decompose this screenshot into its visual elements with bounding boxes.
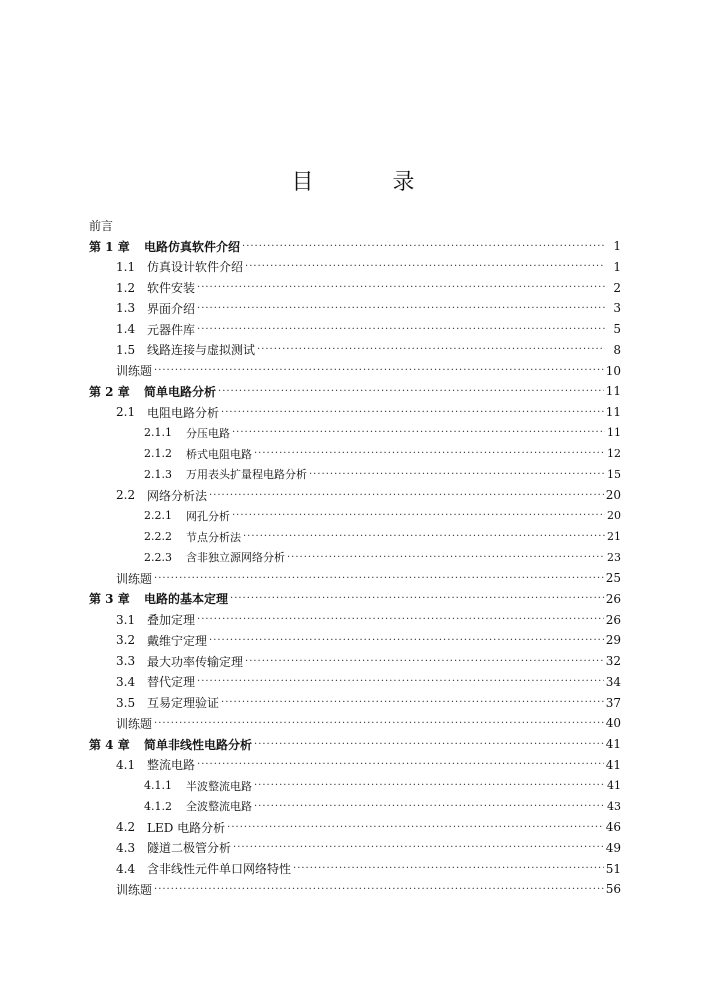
- toc-entry[interactable]: [89, 423, 621, 444]
- toc-entry[interactable]: [89, 485, 621, 506]
- toc-leader-dots: [197, 282, 605, 293]
- toc-entry[interactable]: [89, 360, 621, 381]
- toc-entry-number: 第 3 章: [89, 592, 130, 607]
- toc-entry-number: 3.2: [116, 633, 136, 648]
- toc-page-number: 1: [613, 239, 621, 254]
- toc-page-number: 25: [605, 571, 621, 586]
- toc-entry-title: 戴维宁定理: [147, 633, 208, 648]
- toc-page-number: 43: [607, 799, 621, 813]
- toc-page-number: 29: [605, 633, 621, 648]
- toc-entry[interactable]: [89, 215, 621, 236]
- toc-leader-dots: [221, 697, 604, 708]
- toc-entry-number: 2.1.2: [144, 447, 172, 461]
- toc-page-number: 46: [605, 820, 621, 835]
- toc-leader-dots: [154, 573, 604, 584]
- toc-entry-number: 1.1: [116, 259, 136, 274]
- toc-entry-title: 整流电路: [147, 758, 196, 773]
- toc-entry[interactable]: [89, 568, 621, 589]
- toc-page-number: 49: [605, 840, 621, 855]
- toc-page-number: 40: [605, 716, 621, 731]
- toc-entry[interactable]: [89, 443, 621, 464]
- toc-entry[interactable]: [89, 609, 621, 630]
- toc-page-number: 37: [605, 695, 621, 710]
- toc-entry[interactable]: [89, 506, 621, 527]
- toc-entry-number: 4.1.2: [144, 799, 172, 813]
- toc-page-number: 26: [605, 612, 621, 627]
- toc-entry-title: 网络分析法: [147, 488, 208, 503]
- toc-entry-number: 2.2.1: [144, 509, 172, 523]
- toc-entry-title: 简单电路分析: [144, 384, 217, 399]
- toc-entry[interactable]: [89, 547, 621, 568]
- toc-page-number: 1: [613, 259, 621, 274]
- toc-entry[interactable]: [89, 630, 621, 651]
- toc-entry-title: 仿真设计软件介绍: [147, 260, 244, 275]
- toc-entry-title: 全波整流电路: [186, 800, 252, 814]
- toc-entry-title: 隧道二极管分析: [147, 841, 232, 856]
- toc-page-number: 51: [605, 861, 621, 876]
- toc-entry-title: 叠加定理: [147, 613, 196, 628]
- toc-entry[interactable]: [89, 402, 621, 423]
- toc-entry-number: 4.1: [116, 757, 136, 772]
- toc-page-number: 41: [605, 737, 621, 752]
- toc-leader-dots: [243, 531, 605, 542]
- toc-chapter-entry[interactable]: [89, 589, 621, 610]
- toc-page-number: 2: [613, 280, 621, 295]
- toc-leader-dots: [230, 593, 604, 604]
- toc-entry[interactable]: [89, 796, 621, 817]
- toc-entry[interactable]: [89, 298, 621, 319]
- toc-entry[interactable]: [89, 838, 621, 859]
- toc-entry-number: 3.5: [116, 695, 136, 710]
- toc-entry-number: 4.4: [116, 861, 136, 876]
- toc-entry-number: 2.2.3: [144, 550, 172, 564]
- toc-page-number: 15: [607, 467, 621, 481]
- toc-entry[interactable]: [89, 464, 621, 485]
- toc-entry-number: 4.2: [116, 820, 136, 835]
- toc-entry-title: 软件安装: [147, 281, 196, 296]
- toc-page-number: 21: [607, 530, 621, 544]
- toc-entry[interactable]: [89, 775, 621, 796]
- toc-entry[interactable]: [89, 277, 621, 298]
- toc-entry-number: 3.1: [116, 612, 136, 627]
- toc-chapter-entry[interactable]: [89, 381, 621, 402]
- toc-entry[interactable]: [89, 713, 621, 734]
- toc-leader-dots: [154, 884, 604, 895]
- toc-entry-number: 1.2: [116, 280, 136, 295]
- toc-entry-title: 桥式电阻电路: [186, 447, 252, 461]
- toc-entry-title: 电路的基本定理: [144, 592, 229, 607]
- toc-page-number: 11: [605, 384, 621, 399]
- toc-page-number: 32: [605, 654, 621, 669]
- toc-entry-title: 网孔分析: [186, 509, 230, 523]
- toc-entry-title: 简单非线性电路分析: [144, 737, 253, 752]
- toc-page-number: 41: [605, 757, 621, 772]
- toc-entry-title: 训练题: [116, 882, 153, 897]
- toc-entry[interactable]: [89, 526, 621, 547]
- toc-entry-number: 3.3: [116, 654, 136, 669]
- toc-entry[interactable]: [89, 340, 621, 361]
- toc-leader-dots: [197, 759, 604, 770]
- toc-leader-dots: [221, 407, 604, 418]
- toc-entry-number: 1.4: [116, 322, 136, 337]
- toc-entry-title: 半波整流电路: [186, 779, 252, 793]
- toc-entry-title: 元器件库: [147, 322, 196, 337]
- toc-entry-title: 含非线性元件单口网络特性: [147, 862, 292, 877]
- toc-entry[interactable]: [89, 755, 621, 776]
- toc-entry-title: 节点分析法: [186, 530, 241, 544]
- toc-entry[interactable]: [89, 319, 621, 340]
- toc-leader-dots: [309, 469, 605, 480]
- toc-entry[interactable]: [89, 651, 621, 672]
- table-of-contents: [89, 215, 621, 900]
- toc-entry-title: 前言: [89, 218, 114, 233]
- toc-leader-dots: [232, 510, 605, 521]
- toc-leader-dots: [257, 344, 605, 355]
- toc-entry-number: 2.1.3: [144, 467, 172, 481]
- toc-entry-title: 电阻电路分析: [147, 405, 220, 420]
- toc-leader-dots: [254, 448, 605, 459]
- toc-leader-dots: [254, 780, 605, 791]
- toc-entry-title: 电路仿真软件介绍: [144, 239, 241, 254]
- toc-page-number: 3: [613, 301, 621, 316]
- toc-entry-title: 训练题: [116, 364, 153, 379]
- toc-page-number: 11: [607, 426, 621, 440]
- toc-page-number: 12: [607, 447, 621, 461]
- toc-page-number: 5: [613, 322, 621, 337]
- toc-entry[interactable]: [89, 672, 621, 693]
- toc-entry-number: 4.1.1: [144, 779, 172, 793]
- toc-leader-dots: [218, 386, 604, 397]
- toc-entry-title: 训练题: [116, 571, 153, 586]
- toc-page-number: 26: [605, 591, 621, 606]
- toc-leader-dots: [209, 635, 604, 646]
- toc-leader-dots: [227, 822, 604, 833]
- toc-page-number: 20: [605, 488, 621, 503]
- toc-leader-dots: [245, 656, 604, 667]
- toc-page-number: 23: [607, 550, 621, 564]
- page-title: 目 录: [291, 170, 451, 195]
- toc-entry-number: 1.5: [116, 342, 136, 357]
- toc-entry-number: 4.3: [116, 840, 136, 855]
- toc-entry[interactable]: [89, 692, 621, 713]
- toc-entry-number: 第 1 章: [89, 239, 130, 254]
- toc-entry-number: 2.1: [116, 405, 136, 420]
- toc-entry-number: 2.2.2: [144, 530, 172, 544]
- toc-leader-dots: [197, 303, 605, 314]
- toc-entry-number: 2.1.1: [144, 426, 172, 440]
- toc-leader-dots: [232, 427, 605, 438]
- toc-page-number: 20: [607, 509, 621, 523]
- toc-page-number: 11: [605, 405, 621, 420]
- toc-leader-dots: [293, 863, 604, 874]
- toc-entry-title: 线路连接与虚拟测试: [147, 343, 256, 358]
- toc-page-number: 56: [605, 882, 621, 897]
- toc-entry[interactable]: [89, 858, 621, 879]
- toc-leader-dots: [245, 261, 605, 272]
- toc-leader-dots: [197, 614, 604, 625]
- toc-leader-dots: [287, 552, 605, 563]
- toc-entry-number: 2.2: [116, 488, 136, 503]
- toc-entry-title: 替代定理: [147, 675, 196, 690]
- toc-leader-dots: [242, 241, 605, 252]
- toc-page-number: 10: [605, 363, 621, 378]
- toc-entry-title: 最大功率传输定理: [147, 654, 244, 669]
- toc-leader-dots: [209, 490, 604, 501]
- toc-entry-title: LED 电路分析: [147, 820, 226, 835]
- toc-page-number: 34: [605, 674, 621, 689]
- toc-entry-number: 1.3: [116, 301, 136, 316]
- toc-entry[interactable]: [89, 879, 621, 900]
- toc-page-number: 41: [607, 779, 621, 793]
- toc-leader-dots: [197, 324, 605, 335]
- toc-leader-dots: [154, 365, 604, 376]
- toc-page-number: 8: [613, 342, 621, 357]
- toc-leader-dots: [154, 718, 604, 729]
- toc-entry-number: 3.4: [116, 674, 136, 689]
- toc-entry-title: 分压电路: [186, 426, 230, 440]
- toc-leader-dots: [197, 676, 604, 687]
- toc-entry[interactable]: [89, 257, 621, 278]
- toc-entry-number: 第 4 章: [89, 737, 130, 752]
- toc-leader-dots: [254, 801, 605, 812]
- toc-entry-title: 含非独立源网络分析: [186, 551, 285, 565]
- toc-entry-title: 训练题: [116, 716, 153, 731]
- toc-chapter-entry[interactable]: [89, 236, 621, 257]
- toc-leader-dots: [233, 842, 604, 853]
- toc-entry-title: 界面介绍: [147, 301, 196, 316]
- toc-entry-number: 第 2 章: [89, 384, 130, 399]
- toc-leader-dots: [254, 739, 604, 750]
- toc-entry[interactable]: [89, 817, 621, 838]
- toc-entry-title: 万用表头扩量程电路分析: [186, 468, 307, 482]
- toc-entry-title: 互易定理验证: [147, 696, 220, 711]
- toc-chapter-entry[interactable]: [89, 734, 621, 755]
